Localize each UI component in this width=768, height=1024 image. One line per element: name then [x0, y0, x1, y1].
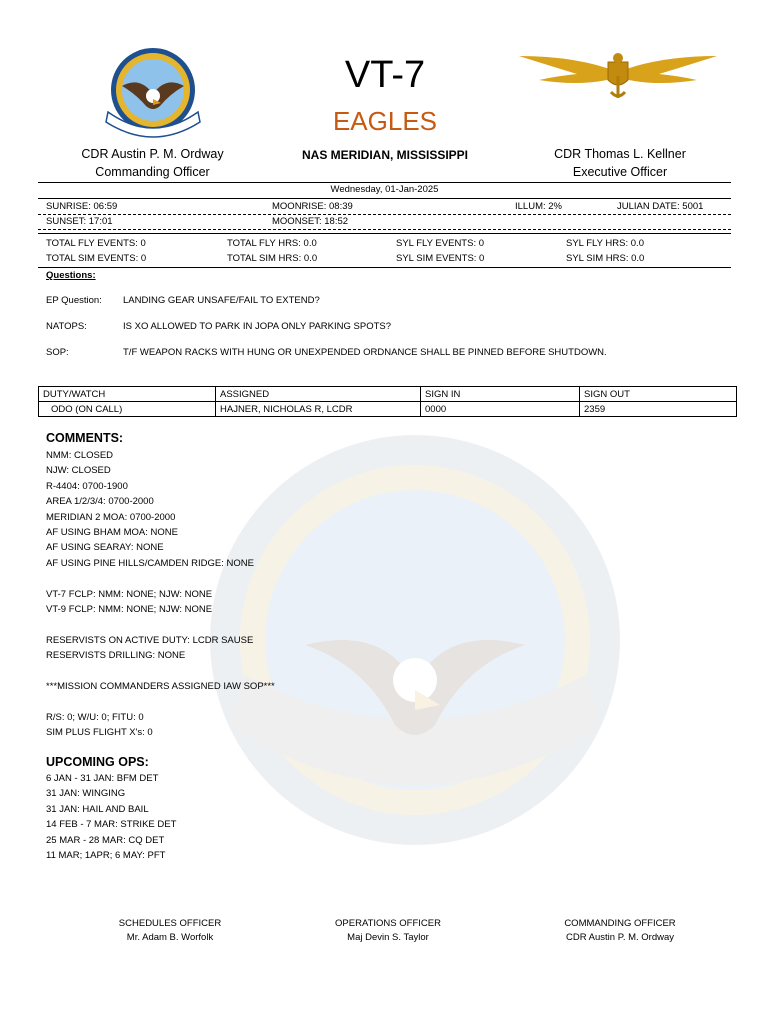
upcoming-line: 31 JAN: HAIL AND BAIL: [46, 803, 149, 815]
comment-line: AF USING SEARAY: NONE: [46, 542, 164, 554]
xo-name: CDR Thomas L. Kellner: [554, 147, 686, 161]
natops-text: IS XO ALLOWED TO PARK IN JOPA ONLY PARKING SPOTS?: [123, 321, 392, 332]
natops-label: NATOPS:: [46, 321, 87, 332]
commanding-officer-block: [55, 145, 250, 181]
comment-line: NJW: CLOSED: [46, 465, 111, 477]
comment-spacer: [46, 664, 275, 679]
table-header-row: [39, 387, 737, 402]
syl-fly-events: SYL FLY EVENTS: 0: [396, 238, 485, 249]
duty-table: [38, 386, 737, 417]
comment-line: NMM: CLOSED: [46, 450, 114, 461]
upcoming-line: 11 MAR; 1APR; 6 MAY: PFT: [46, 850, 166, 862]
table-cell: 2359: [580, 402, 737, 417]
table-cell: HAJNER, NICHOLAS R, LCDR: [216, 402, 421, 417]
total-fly-hrs: TOTAL FLY HRS: 0.0: [227, 238, 317, 249]
ep-question-label: EP Question:: [46, 295, 102, 306]
upcoming-line: 31 JAN: WINGING: [46, 788, 126, 800]
upcoming-ops-heading: UPCOMING OPS:: [46, 755, 149, 769]
co-title: Commanding Officer: [95, 165, 210, 179]
column-header: SIGN IN: [421, 387, 580, 402]
comment-line: VT-7 FCLP: NMM: NONE; NJW: NONE: [46, 588, 213, 600]
sop-text: T/F WEAPON RACKS WITH HUNG OR UNEXPENDED ORDNANCE SHALL BE PINNED BEFORE SHUTDOWN.: [123, 347, 607, 358]
station-name: NAS MERIDIAN, MISSISSIPPI: [301, 148, 469, 162]
divider: [38, 214, 731, 215]
total-fly-events: TOTAL FLY EVENTS: 0: [46, 238, 146, 249]
squadron-title: VT-7: [344, 54, 426, 96]
comment-line: ***MISSION COMMANDERS ASSIGNED IAW SOP***: [46, 681, 275, 693]
comment-line: RESERVISTS DRILLING: NONE: [46, 650, 186, 662]
comment-line: AF USING BHAM MOA: NONE: [46, 527, 178, 539]
upcoming-line: 25 MAR - 28 MAR: CQ DET: [46, 834, 165, 846]
syl-sim-events: SYL SIM EVENTS: 0: [396, 253, 485, 264]
date-line: Wednesday, 01-Jan-2025: [330, 184, 439, 195]
table-cell: 0000: [421, 402, 580, 417]
comment-line: AF USING PINE HILLS/CAMDEN RIDGE: NONE: [46, 557, 254, 569]
column-header: ASSIGNED: [216, 387, 421, 402]
comment-line: R/S: 0; W/U: 0; FITU: 0: [46, 711, 144, 723]
total-sim-hrs: TOTAL SIM HRS: 0.0: [227, 253, 318, 264]
signature-title: SCHEDULES OFFICER: [118, 918, 222, 929]
naval-aviator-wings-icon: [517, 46, 719, 102]
signature-commanding-officer: [530, 917, 710, 945]
illumination: ILLUM: 2%: [515, 201, 562, 212]
upcoming-line: 6 JAN - 31 JAN: BFM DET: [46, 773, 159, 784]
column-header: SIGN OUT: [580, 387, 737, 402]
squadron-seal-logo: [100, 46, 206, 144]
divider: [38, 182, 731, 183]
signature-name: CDR Austin P. M. Ordway: [565, 932, 675, 943]
moonset: MOONSET: 18:52: [272, 216, 349, 227]
upcoming-ops-list: [46, 771, 176, 863]
comments-list: [46, 448, 275, 741]
squadron-nickname: EAGLES: [332, 106, 438, 136]
comment-spacer: [46, 571, 275, 586]
total-sim-events: TOTAL SIM EVENTS: 0: [46, 253, 147, 264]
ep-question-text: LANDING GEAR UNSAFE/FAIL TO EXTEND?: [123, 295, 320, 306]
signature-title: OPERATIONS OFFICER: [335, 918, 441, 929]
moonrise: MOONRISE: 08:39: [272, 201, 353, 212]
column-header: DUTY/WATCH: [39, 387, 216, 402]
executive-officer-block: [520, 145, 720, 181]
sunset: SUNSET: 17:01: [46, 216, 113, 227]
sop-label: SOP:: [46, 347, 69, 358]
signature-name: Maj Devin S. Taylor: [347, 932, 429, 943]
comment-line: VT-9 FCLP: NMM: NONE; NJW: NONE: [46, 604, 213, 616]
comment-line: AREA 1/2/3/4: 0700-2000: [46, 496, 154, 508]
signature-title: COMMANDING OFFICER: [564, 918, 676, 929]
comment-line: MERIDIAN 2 MOA: 0700-2000: [46, 511, 176, 523]
comment-spacer: [46, 617, 275, 632]
syl-fly-hrs: SYL FLY HRS: 0.0: [566, 238, 644, 249]
upcoming-line: 14 FEB - 7 MAR: STRIKE DET: [46, 819, 177, 831]
questions-heading: Questions:: [46, 270, 96, 281]
divider: [38, 233, 731, 234]
divider: [38, 198, 731, 199]
signature-name: Mr. Adam B. Worfolk: [126, 932, 214, 943]
comment-line: RESERVISTS ON ACTIVE DUTY: LCDR SAUSE: [46, 634, 254, 646]
comment-spacer: [46, 694, 275, 709]
julian-date: JULIAN DATE: 5001: [617, 201, 704, 212]
divider: [38, 229, 731, 230]
signature-operations-officer: [298, 917, 478, 945]
comment-line: SIM PLUS FLIGHT X's: 0: [46, 727, 153, 739]
syl-sim-hrs: SYL SIM HRS: 0.0: [566, 253, 645, 264]
table-cell: ODO (ON CALL): [39, 402, 216, 417]
signature-schedules-officer: [80, 917, 260, 945]
xo-title: Executive Officer: [572, 165, 668, 179]
comment-line: R-4404: 0700-1900: [46, 480, 128, 492]
sunrise: SUNRISE: 06:59: [46, 201, 118, 212]
comments-heading: COMMENTS:: [46, 431, 124, 445]
divider: [38, 267, 731, 268]
table-row: [39, 402, 737, 417]
co-name: CDR Austin P. M. Ordway: [81, 147, 224, 161]
